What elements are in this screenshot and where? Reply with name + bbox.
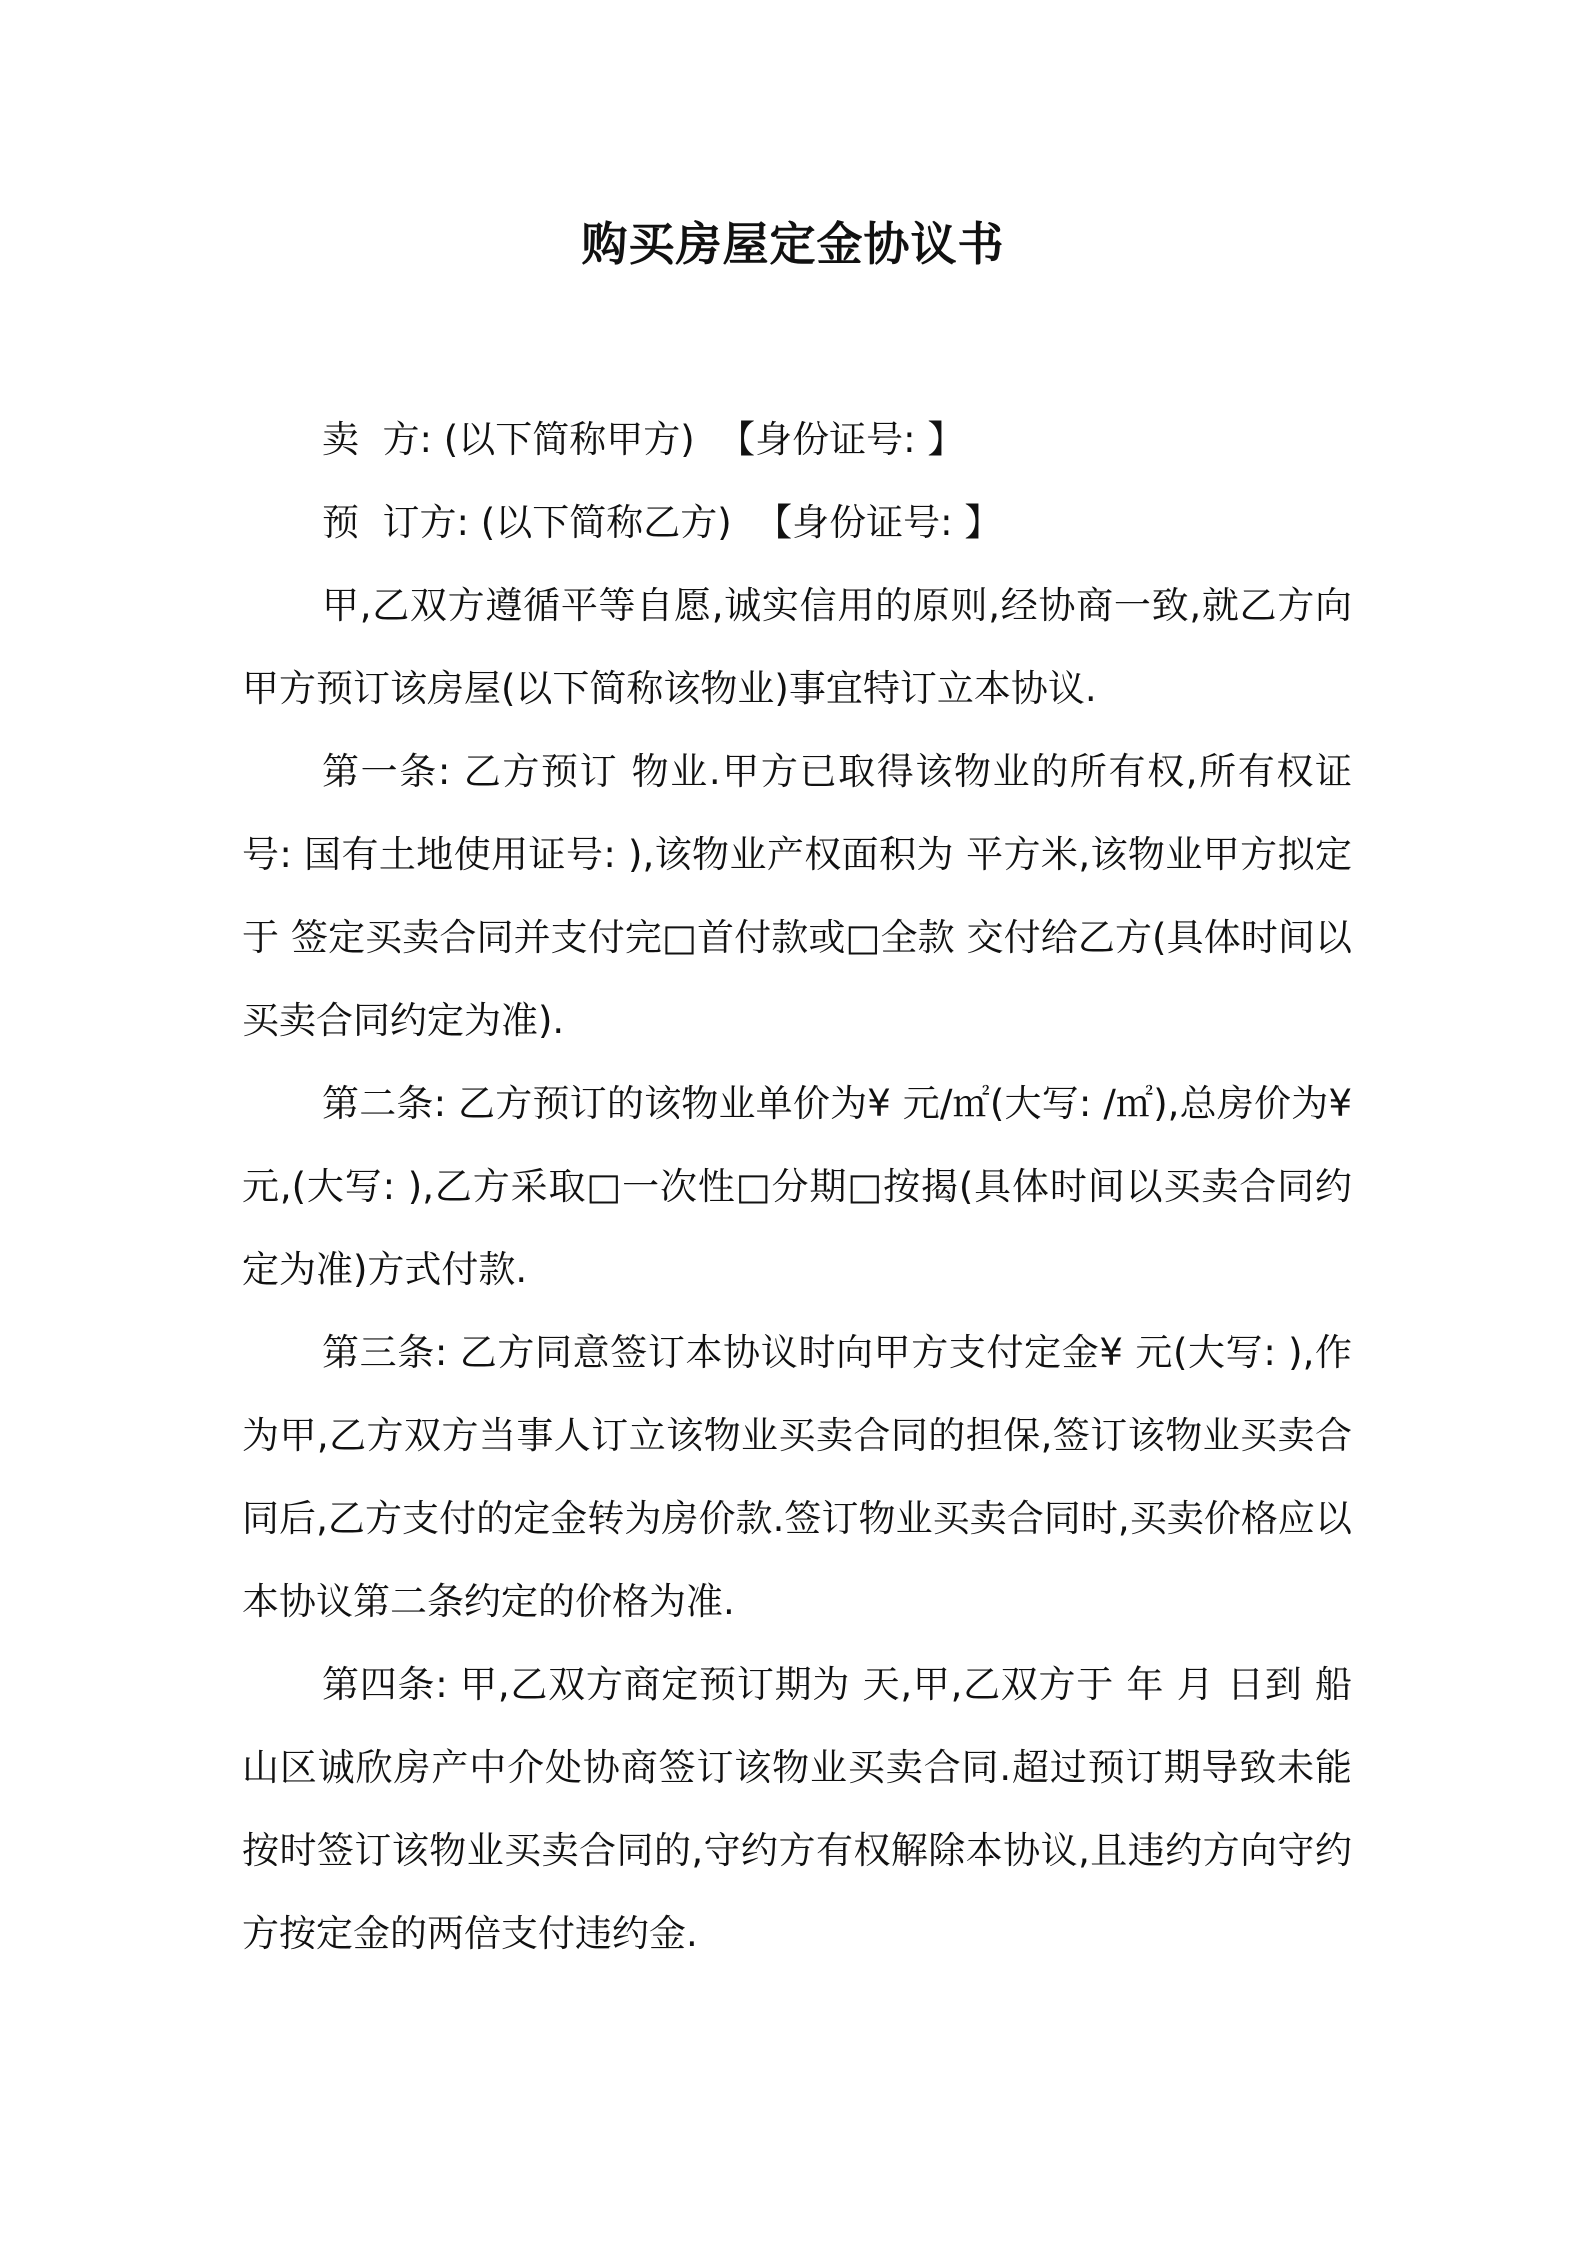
article-1: 第一条: 乙方预订 物业.甲方已取得该物业的所有权,所有权证号: 国有土地使用证号: ),该物业产权面积为 平方米,该物业甲方拟定于 签定买卖合同并支付完□首付款或□全款 交付给乙方(具体时间以买卖合同约定为准).	[242, 750, 1352, 1042]
document-body	[242, 398, 1352, 1975]
article-4: 第四条: 甲,乙双方商定预订期为 天,甲,乙双方于 年 月 日到 船山区诚欣房产中介处协商签订该物业买卖合同.超过预订期导致未能按时签订该物业买卖合同的,守约方有权解除本协议,且违约方向守约方按定金的两倍支付违约金.	[242, 1663, 1352, 1955]
document-title: 购买房屋定金协议书	[581, 217, 1005, 271]
party-buyer-label: 预 订方:	[322, 501, 469, 544]
party-seller	[242, 398, 1352, 481]
article-2: 第二条: 乙方预订的该物业单价为¥ 元/㎡(大写: /㎡),总房价为¥ 元,(大写: ),乙方采取□一次性□分期□按揭(具体时间以买卖合同约定为准)方式付款.	[242, 1082, 1352, 1291]
party-seller-text: (以下简称甲方) 【身份证号: 】	[432, 418, 965, 461]
party-seller-label: 卖 方:	[322, 418, 432, 461]
article-3: 第三条: 乙方同意签订本协议时向甲方支付定金¥ 元(大写: ),作为甲,乙方双方当事人订立该物业买卖合同的担保,签订该物业买卖合同后,乙方支付的定金转为房价款.签订物业买卖合同时,买卖价格应以本协议第二条约定的价格为准.	[242, 1331, 1352, 1623]
party-buyer-text: (以下简称乙方) 【身份证号: 】	[469, 501, 1002, 544]
party-buyer	[242, 481, 1352, 564]
intro-paragraph: 甲,乙双方遵循平等自愿,诚实信用的原则,经协商一致,就乙方向甲方预订该房屋(以下简称该物业)事宜特订立本协议.	[242, 584, 1352, 710]
